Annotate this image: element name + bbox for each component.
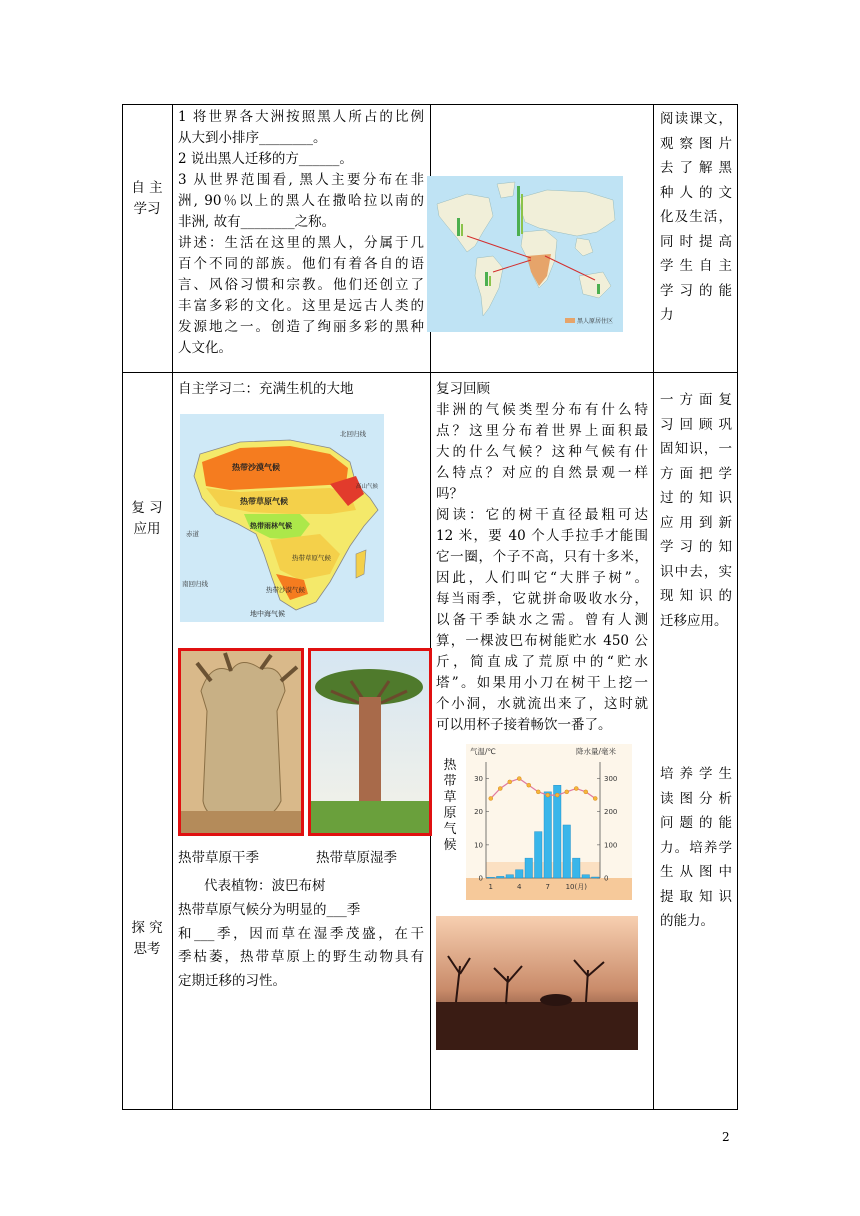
photo-savanna-sunset [436,916,638,1050]
climate-chart [466,744,632,900]
precip-bar [544,792,552,878]
precip-bar [497,876,505,878]
label-savanna-south: 热带草原气候 [292,554,331,562]
note-line: 学生自主 [660,258,732,274]
table-border-top [122,104,738,105]
text-line: 热带草原气候分为明显的___季 [178,902,361,918]
precip-bar [487,877,495,878]
precip-bar [592,877,600,878]
label-tropic-north: 北回归线 [340,430,366,438]
note-line: 去了解黑 [660,160,732,176]
question-line: 人文化。 [178,340,232,356]
section-title: 自主学习二：充满生机的大地 [178,381,354,397]
question-line: 2 说出黑人迁移的方______。 [178,151,353,167]
precip-tick-label: 100 [604,841,618,850]
precip-bar [573,858,581,878]
month-tick-label: 4 [517,883,522,891]
question-line: 言、风俗习惯和宗教。他们还创立了 [178,277,424,293]
question-line: 从大到小排序________。 [178,130,327,146]
review-line: 大的什么气候？这种气候有什 [436,444,648,460]
review-line: 算，一棵波巴布树能贮水 450 公 [436,633,648,649]
category-line: 思考 [133,941,161,957]
row2-note [660,388,732,633]
review-line: 点？这里分布着世界上面积最 [436,423,648,439]
column-divider-3 [653,104,654,1110]
category-review [122,498,172,540]
table-border-right [737,104,738,1110]
review-line: 因此，人们叫它“大胖子树”。 [436,570,648,586]
precip-bar [535,832,543,878]
review-line: 吗？ [436,486,463,502]
question-line: 发源地之一。创造了绚丽多彩的黑种 [178,319,424,335]
label-mediterranean: 地中海气候 [250,610,285,618]
temp-point [584,790,588,794]
label-desert-south: 热带沙漠气候 [266,586,305,594]
temp-point [536,790,540,794]
precip-tick-label: 200 [604,808,618,817]
note-line: 生从图中 [660,864,732,880]
question-line: 3 从世界范围看, 黑人主要分布在非 [178,172,424,188]
month-tick-label: 7 [545,883,550,891]
review-line: 每当雨季，它就拼命吸收水分， [436,591,648,607]
category-line: 复 习 [131,500,163,516]
precip-axis-label: 降水量/毫米 [576,747,617,756]
vertical-char: 原 [443,806,457,821]
label-savanna-north: 热带草原气候 [240,497,288,506]
page-number: 2 [722,1130,730,1144]
temp-axis-label: 气温/℃ [470,747,496,756]
question-line: 丰富多彩的文化。这里是远古人类的 [178,298,424,314]
temp-tick-label: 0 [478,874,483,883]
review-line: 可以用杯子接着畅饮一番了。 [436,717,612,733]
temp-point [574,787,578,791]
question-line: 百个不同的部族。他们有着各自的语 [178,256,424,272]
review-line: 斤，简直成了荒原中的“贮水 [436,654,648,670]
row1-questions [178,107,424,359]
temp-tick-label: 30 [474,775,483,784]
category-line: 自 主 [131,180,163,196]
precip-bar [516,870,524,878]
note-line: 学习的知 [660,539,732,555]
month-tick-label: 1 [488,883,493,891]
note-line: 应用到新 [660,514,732,531]
precip-bar [506,875,514,878]
review-line: 以备干季缺水之需。曾有人测 [436,612,648,628]
map-legend: 黑人原居住区 [577,318,614,325]
category-line: 学习 [133,201,161,217]
note-line: 同时提高 [660,233,732,250]
precip-tick-label: 300 [604,775,618,784]
photo-savanna-dry [178,648,304,836]
representative-plant: 代表植物：波巴布树 [204,878,326,894]
temp-tick-label: 20 [474,808,483,817]
question-line: 讲述：生活在这里的黑人，分属于几 [178,235,424,251]
note-line: 过的知识 [660,490,732,506]
photo-savanna-wet [308,648,432,836]
review-line: 么特点？对应的自然景观一样 [436,465,648,481]
temp-point [555,793,559,797]
text-line: 季枯萎，热带草原上的野生动物具有 [178,949,424,965]
note-line: 学习的能 [660,282,732,299]
review-line: 它一圈，个子不高，只有十多米， [436,549,648,565]
category-self-study [122,178,172,220]
lesson-table [122,104,738,1110]
label-equator: 赤道 [186,530,199,538]
note-line: 观察图片 [660,135,732,152]
caption-wet: 热带草原湿季 [316,850,397,866]
table-border-bottom [122,1109,738,1110]
review-title: 复习回顾 [436,381,490,397]
temp-point [527,783,531,787]
precip-bar [563,825,571,878]
month-tick-label: 10(月) [565,883,587,891]
note-line: 方面把学 [660,465,732,482]
temp-point [593,796,597,800]
temp-point [517,777,521,781]
label-desert: 热带沙漠气候 [232,463,280,472]
label-highland: 高山气候 [356,484,379,490]
vertical-char: 候 [443,838,457,853]
precip-tick-label: 0 [604,874,609,883]
temp-point [508,780,512,784]
note-line: 固知识，一 [660,441,732,457]
note-line: 阅读课文， [660,111,732,127]
note-line: 迁移应用。 [660,612,728,629]
note-line: 习回顾巩 [660,416,732,433]
temp-point [546,793,550,797]
note-line: 力。培养学 [660,839,732,856]
text-line: 和___季，因而草在湿季茂盛，在干 [178,925,424,942]
review-line: 阅读：它的树干直径最粗可达 [436,507,648,523]
question-line: 非洲, 故有________之称。 [178,214,336,230]
row2-savanna-text [178,899,424,993]
row3-note [660,762,732,934]
vertical-char: 气 [443,822,457,837]
note-line: 培养学生 [660,766,732,782]
chart-vertical-label [442,758,458,854]
review-line: 12 米，要 40 个人手拉手才能围 [436,528,648,544]
note-line: 问题的能 [660,815,732,831]
precip-bar [525,858,533,878]
temp-point [498,787,502,791]
world-migration-map [427,176,623,332]
vertical-char: 热 [443,758,457,773]
review-section [436,379,648,736]
text-line: 定期迁移的习性。 [178,972,286,989]
label-tropic-south: 南回归线 [182,580,208,588]
temp-point [565,790,569,794]
caption-dry: 热带草原干季 [178,850,259,866]
precip-bar [554,785,562,878]
note-line: 读图分析 [660,790,732,807]
africa-climate-map [180,414,384,622]
precip-bar [582,875,590,878]
column-divider-1 [172,104,173,1110]
note-line: 一方面复 [660,392,732,408]
note-line: 力 [660,307,674,323]
note-line: 种人的文 [660,184,732,201]
note-line: 化及生活， [660,209,732,225]
category-explore [122,918,172,960]
temp-tick-label: 10 [474,841,483,850]
vertical-char: 草 [443,790,457,805]
label-rainforest: 热带雨林气候 [250,522,292,530]
review-line: 塔”。如果用小刀在树干上挖一 [436,675,648,691]
temp-point [489,796,493,800]
vertical-char: 带 [443,774,457,789]
note-line: 识中去，实 [660,563,732,580]
climate-chart-svg [466,744,632,900]
category-line: 应用 [133,521,161,537]
question-line: 1 将世界各大洲按照黑人所占的比例 [178,109,424,125]
note-line: 现知识的 [660,588,732,604]
question-line: 洲, 90％以上的黑人在撒哈拉以南的 [178,193,424,209]
review-line: 个小洞，水就流出来了，这时就 [436,696,648,712]
category-line: 探 究 [131,920,163,936]
review-line: 非洲的气候类型分布有什么特 [436,402,648,418]
note-line: 的能力。 [660,913,714,929]
note-line: 提取知识 [660,888,732,905]
row1-note [660,107,732,328]
row-divider-1 [122,372,738,373]
